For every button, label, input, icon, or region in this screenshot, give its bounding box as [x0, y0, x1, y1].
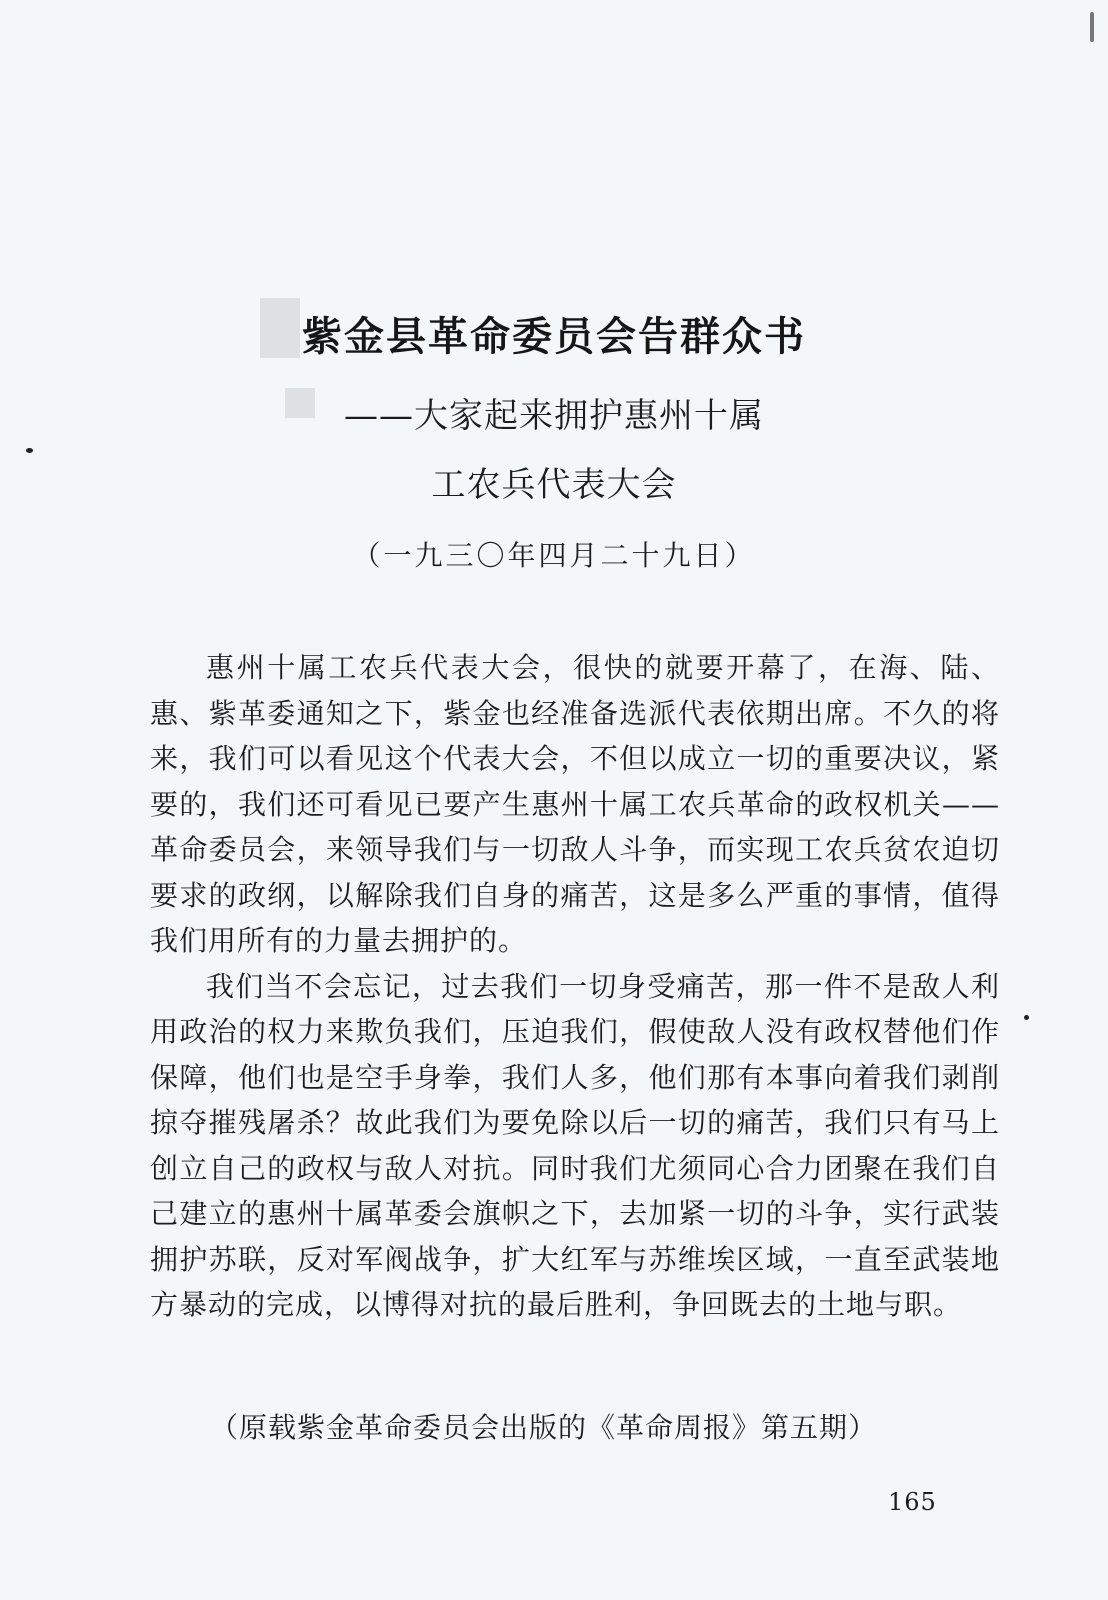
- scan-speck: [1024, 1015, 1029, 1020]
- scan-speck: [26, 448, 33, 453]
- paragraph-1: 惠州十属工农兵代表大会，很快的就要开幕了，在海、陆、惠、紫革委通知之下，紫金也经准备选派代表依期出席。不久的将来，我们可以看见这个代表大会，不但以成立一切的重要决议，紧要的，我们还可看见已要产生惠州十属工农兵革命的政权机关——革命委员会，来领导我们与一切敌人斗争，而实现工农兵贫农迫切要求的政纲，以解除我们自身的痛苦，这是多么严重的事情，值得我们用所有的力量去拥护的。: [150, 651, 1000, 957]
- document-title: 紫金县革命委员会告群众书: [302, 313, 806, 360]
- document-date: （一九三〇年四月二十九日）: [352, 539, 756, 572]
- paragraph-2: 我们当不会忘记，过去我们一切身受痛苦，那一件不是敌人利用政治的权力来欺负我们，压迫我们，假使敌人没有政权替他们作保障，他们也是空手身拳，我们人多，他们那有本事向着我们剥削掠夺摧残屠杀？故此我们为要免除以后一切的痛苦，我们只有马上创立自己的政权与敌人对抗。同时我们尤须同心合力团聚在我们自己建立的惠州十属革委会旗帜之下，去加紧一切的斗争，实行武装拥护苏联，反对军阀战争，扩大红军与苏维埃区域，一直至武装地方暴动的完成，以博得对抗的最后胜利，争回既去的土地与职。: [150, 969, 1000, 1321]
- document-body: [150, 645, 1000, 1328]
- scan-speck: [1090, 12, 1094, 42]
- source-note: （原载紫金革命委员会出版的《革命周报》第五期）: [210, 1411, 878, 1444]
- scan-bleed: [285, 388, 315, 418]
- document-subtitle-line1: ——大家起来拥护惠州十属: [344, 396, 764, 436]
- scan-bleed: [260, 298, 300, 358]
- document-subtitle-line2: 工农兵代表大会: [431, 465, 677, 505]
- page-number: 165: [888, 1488, 937, 1516]
